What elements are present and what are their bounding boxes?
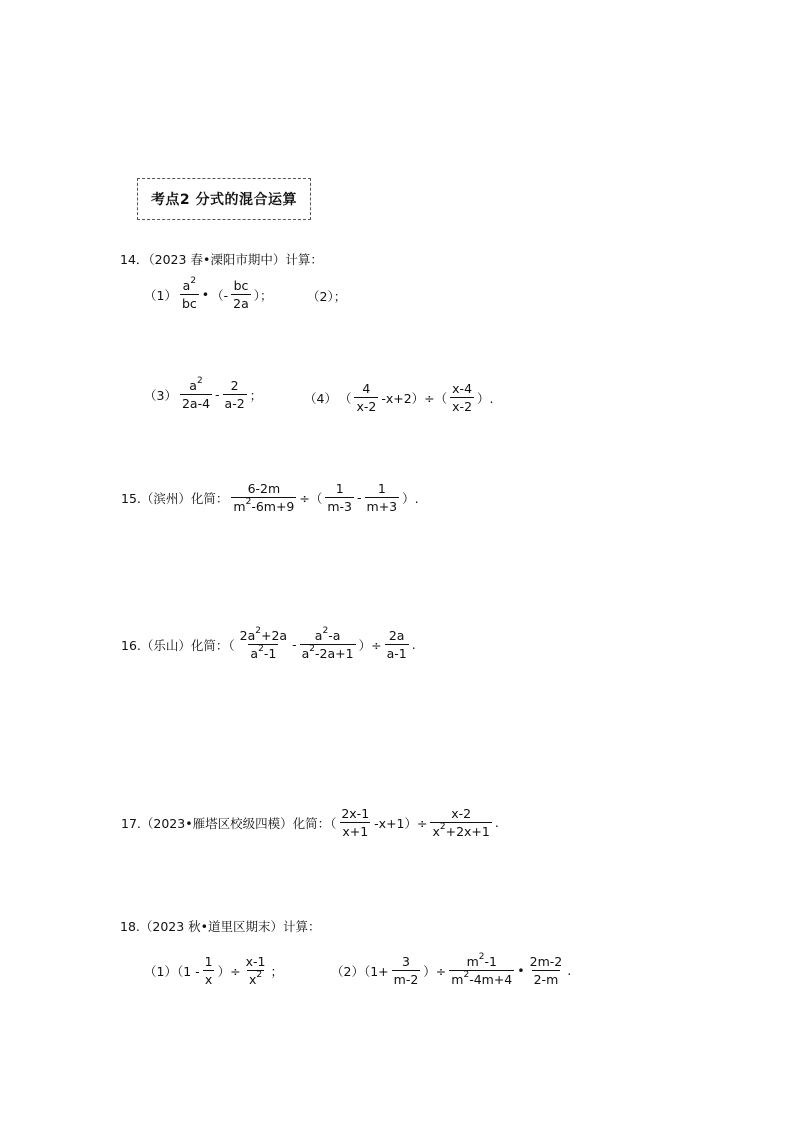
fraction: $\frac{x-4}{x-2}$ bbox=[452, 381, 473, 414]
fraction: $\frac{4}{x-2}$ bbox=[356, 381, 377, 414]
question-16: 16.（乐山）化简：（ $\frac{2a^2+2a}{a^2-1}$ - $\frac{a^2-a}{a^2-2a+1}$ ）÷ $\frac{2a}{a-1}$ . bbox=[121, 625, 416, 661]
fraction: $\frac{1}{x}$ bbox=[204, 954, 213, 987]
question-18-part-1: （1）（1 - $\frac{1}{x}$ ）÷ $\frac{x-1}{x^2}$ ； bbox=[144, 954, 283, 987]
fraction: $\frac{1}{m-3}$ bbox=[327, 481, 353, 514]
fraction: $\frac{2x-1}{x+1}$ bbox=[341, 806, 370, 839]
section-title-box bbox=[137, 178, 311, 220]
fraction: $\frac{a^2-a}{a^2-2a+1}$ bbox=[301, 625, 354, 661]
question-14-part-4: （4） （ $\frac{4}{x-2}$ -x+2）÷（ $\frac{x-4}{x-2}$ ）. bbox=[304, 381, 494, 414]
fraction: $\frac{x-1}{x^2}$ bbox=[245, 954, 266, 987]
fraction: $\frac{a^2}{2a-4}$ bbox=[181, 375, 211, 411]
question-14-part-1: （1） $\frac{a^2}{bc}$ • （- $\frac{bc}{2a}$ ）； bbox=[144, 275, 273, 311]
fraction: $\frac{6-2m}{m^2-6m+9}$ bbox=[233, 481, 295, 514]
fraction: $\frac{2m-2}{2-m}$ bbox=[529, 954, 563, 987]
question-18-part-2: （2）（1+ $\frac{3}{m-2}$ ）÷ $\frac{m^2-1}{m^2-4m+4}$ • $\frac{2m-2}{2-m}$ . bbox=[331, 951, 572, 987]
question-14-part-3: （3） $\frac{a^2}{2a-4}$ - $\frac{2}{a-2}$ ； bbox=[144, 375, 263, 411]
fraction: $\frac{2a^2+2a}{a^2-1}$ bbox=[239, 625, 288, 661]
fraction: $\frac{m^2-1}{m^2-4m+4}$ bbox=[451, 951, 513, 987]
question-14-part-2: （2）； bbox=[307, 289, 347, 304]
question-14-label: 14．（2023 春•溧阳市期中）计算： bbox=[120, 252, 323, 267]
question-18-label: 18.（2023 秋•道里区期末）计算： bbox=[120, 919, 321, 934]
question-17: 17.（2023•雁塔区校级四模）化简：（ $\frac{2x-1}{x+1}$ -x+1）÷ $\frac{x-2}{x^2+2x+1}$ . bbox=[121, 806, 499, 839]
fraction: $\frac{bc}{2a}$ bbox=[233, 278, 249, 311]
question-15: 15.（滨州）化简： $\frac{6-2m}{m^2-6m+9}$ ÷（ $\frac{1}{m-3}$ - $\frac{1}{m+3}$ ）. bbox=[121, 481, 419, 514]
fraction: $\frac{a^2}{bc}$ bbox=[181, 275, 197, 311]
fraction: $\frac{2a}{a-1}$ bbox=[386, 628, 407, 661]
fraction: $\frac{3}{m-2}$ bbox=[393, 954, 419, 987]
fraction: $\frac{2}{a-2}$ bbox=[224, 378, 245, 411]
fraction: $\frac{x-2}{x^2+2x+1}$ bbox=[432, 806, 490, 839]
section-title: 考点2 分式的混合运算 bbox=[150, 192, 298, 208]
fraction: $\frac{1}{m+3}$ bbox=[366, 481, 398, 514]
